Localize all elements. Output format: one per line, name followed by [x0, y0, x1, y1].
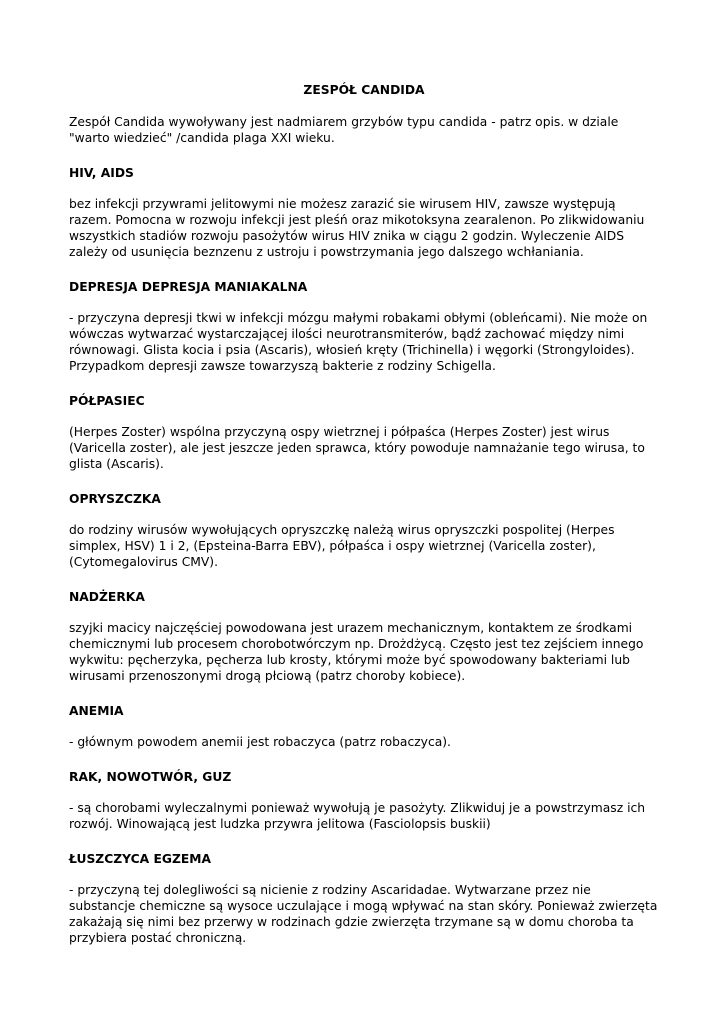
section-body-anemia: - głównym powodem anemii jest robaczyca (patrz robaczyca). — [69, 735, 451, 749]
section-heading-luszczyca: ŁUSZCZYCA EGZEMA — [69, 852, 212, 866]
section-body-hiv-aids: bez infekcji przywrami jelitowymi nie możesz zarazić sie wirusem HIV, zawsze występują razem. Pomocna w rozwoju infekcji jest pleśń oraz mikotoksyna zearalenon. Po zlikwidowaniu wszystkich stadiów rozwoju pasożytów wirus HIV znika w ciągu 2 godzin. Wyleczenie AIDS zależy od usunięcia beznzenu z ustroju i powstrzymania jego dalszego wchłaniania. — [69, 197, 645, 259]
section-heading-anemia: ANEMIA — [69, 704, 124, 718]
section-body-opryszczka: do rodziny wirusów wywołujących opryszczkę należą wirus opryszczki pospolitej (Herpes simplex, HSV) 1 i 2, (Epsteina-Barra EBV), półpaśca i ospy wietrznej (Varicella zoster), (Cytomegalovirus CMV). — [69, 523, 615, 569]
section-heading-depresja: DEPRESJA DEPRESJA MANIAKALNA — [69, 280, 308, 294]
section-heading-rak: RAK, NOWOTWÓR, GUZ — [69, 770, 232, 784]
section-heading-polpasiec: PÓŁPASIEC — [69, 394, 145, 408]
section-body-depresja: - przyczyna depresji tkwi w infekcji mózgu małymi robakami obłymi (obleńcami). Nie może on wówczas wytwarzać wystarczającej ilości neurotransmiterów, bądź zachować między nimi równowagi. Glista kocia i psia (Ascaris), włosień kręty (Trichinella) i węgorki (Strongyloides). Przypadkom depresji zawsze towarzyszą bakterie z rodziny Schigella. — [69, 311, 648, 373]
section-heading-hiv-aids: HIV, AIDS — [69, 166, 134, 180]
section-body-polpasiec: (Herpes Zoster) wspólna przyczyną ospy wietrznej i półpaśca (Herpes Zoster) jest wirus (Varicella zoster), ale jest jeszcze jeden sprawca, który powoduje namnażanie tego wirusa, to glista (Ascaris). — [69, 425, 645, 471]
section-body-luszczyca: - przyczyną tej dolegliwości są nicienie z rodziny Ascaridadae. Wytwarzane przez nie substancje chemiczne są wysoce uczulające i mogą wpływać na stan skóry. Ponieważ zwierzęta zakażają się nimi bez przerwy w rodzinach gdzie zwierzęta trzymane są w domu choroba ta przybiera postać chroniczną. — [69, 883, 658, 945]
intro-paragraph: Zespół Candida wywoływany jest nadmiarem grzybów typu candida - patrz opis. w dziale "warto wiedzieć" /candida plaga XXI wieku. — [69, 115, 619, 145]
section-heading-nadzerka: NADŻERKA — [69, 590, 145, 604]
section-body-rak: - są chorobami wyleczalnymi ponieważ wywołują je pasożyty. Zlikwiduj je a powstrzymasz ich rozwój. Winowającą jest ludzka przywra jelitowa (Fasciolopsis buskii) — [69, 801, 646, 831]
document-page — [69, 82, 659, 965]
section-body-nadzerka: szyjki macicy najczęściej powodowana jest urazem mechanicznym, kontaktem ze środkami chemicznymi lub procesem chorobotwórczym np. Drożdżycą. Często jest tez zejściem innego wykwitu: pęcherzyka, pęcherza lub krosty, którymi może być spowodowany bakteriami lub wirusami przenoszonymi drogą płciową (patrz choroby kobiece). — [69, 621, 644, 683]
section-heading-opryszczka: OPRYSZCZKA — [69, 492, 161, 506]
page-title: ZESPÓŁ CANDIDA — [303, 83, 425, 97]
